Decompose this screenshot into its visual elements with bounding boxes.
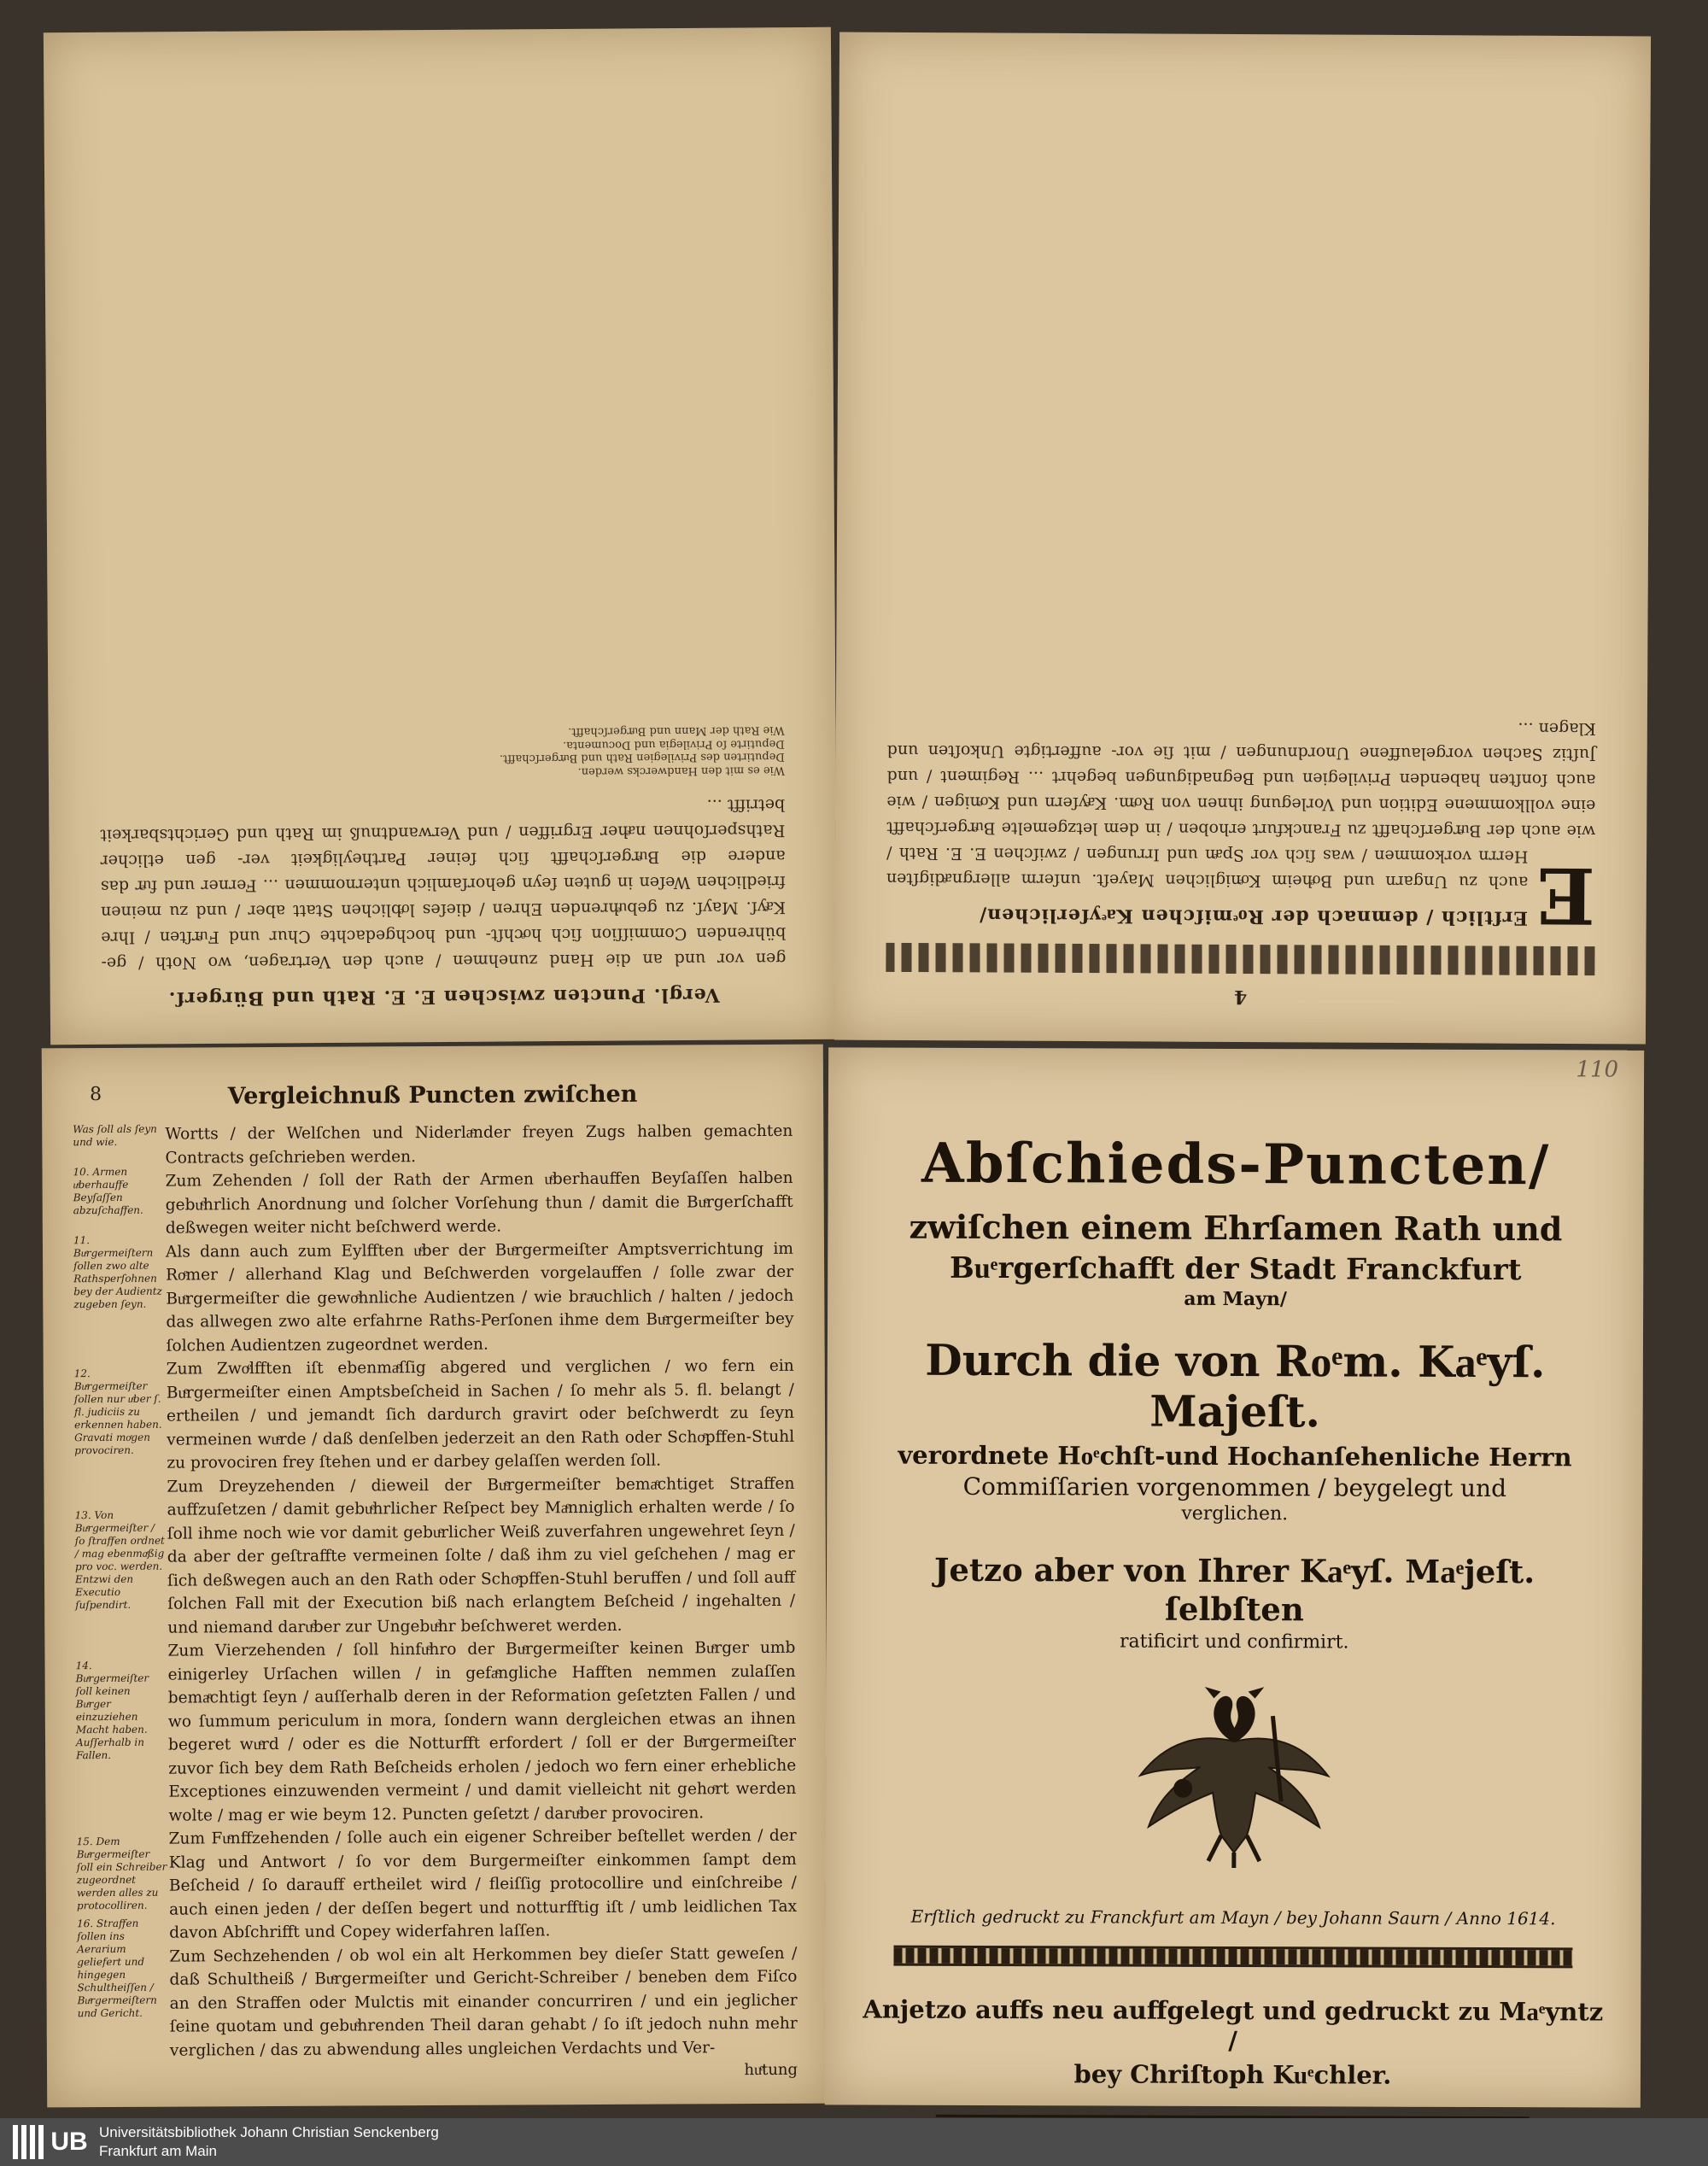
catchword: huͤtung [744,2060,798,2080]
margin-note: 14. Buͤrgermeiſter ſoll keinen Buͤrger einzuziehen Macht haben. Auſſerhalb in Fallen. [75,1660,149,1762]
paragraph: Zum Dreyzehenden / dieweil der Buͤrgermeiſter bemaͤchtiget Straffen auffzuſetzen / damit gebuͤhrlicher Reſpect bey Maͤnniglich erhalten werde / ſo ſoll ihme noch wie vor damit gebuͤrlicher Weiß zuverfahren ungewehret ſeyn / da aber der geſtraffte vermeinen ſolte / daß ihm zu viel geſchehen / mag er ſich deßwegen auch an den Rath oder Schoͤpffen-Stuhl beruffen / und ſoll auff ſolchen Fall mit der Execution biß nach erlangtem Beſcheid / ingehalten / und niemand daruͤber zur Ungebuͤhr beſchweret werden. [167,1474,796,1637]
title-line: Jetzo aber von Ihrer Kaͤyſ. Maͤjeſt. ſelbſten [933,1550,1535,1629]
margin-note: 16. Straffen ſollen ins Aerarium geliefert und hingegen Schultheiſſen / Buͤrgermeiſtern und Gericht. [77,1917,157,2020]
margin-note: Deputirten des Privilegien Rath und Buͤrgerſchafft. [499,750,785,765]
paragraph: Als dann auch zum Eylfften uͤber der Buͤrgermeiſter Amptsverrichtung im Roͤmer / allerhand Klag und Beſchwerden vorgelauffen / ſolle zwar der Buͤrgermeiſter die gewoͤhnliche Audientzen / wie braͤuchlich / halten / jedoch das allwegen zwo alte erfahrne Raths-Perſonen ihme dem Buͤrgermeiſter bey ſolchen Audientzen zugeordnet werden. [165,1239,794,1355]
page-bottom-left [42,1045,828,2108]
margin-note: 12. Buͤrgermeiſter ſollen nur uͤber ſ. fl. judiciis zu erkennen haben. Gravati moͤgen provociren. [73,1367,162,1457]
imprint-printer: bey Chriſtoph Kuͤchler. [1073,2059,1392,2090]
main-text [165,1120,798,2082]
library-location-line: Frankfurt am Main [99,2143,217,2159]
imprint-original: Erſtlich gedruckt zu Franckfurt am Mayn / bey Johann Saurn / Anno 1614. [910,1905,1556,1929]
margin-note: Deputirte ſo Privilegia und Documenta. [562,737,785,752]
title-line: Buͤrgerſchafft der Stadt Franckfurt [949,1250,1522,1288]
ornament-rule [893,1946,1572,1969]
upside-down-page [44,27,838,1045]
title-line: Commiſſarien vorgenommen / beygelegt und [962,1472,1507,1503]
imprint-reprint: Anjetzo auffs neu auffgelegt und gedruckt zu Maͤyntz / [863,1994,1604,2056]
title-line: ratificirt und confirmirt. [1119,1630,1349,1654]
title-line: verglichen. [1181,1502,1289,1525]
logo-text: UB [50,2128,88,2156]
margin-note: Wie es mit den Handwercks werden. [577,764,785,778]
paragraph: Zum Sechzehenden / ob wol ein alt Herkommen bey dieſer Statt geweſen / daß Schultheiß / Buͤrgermeiſter und Gericht-Schreiber / beneben dem Fiſco an den Straffen oder Mulctis mit einander concurriren / und ein jeglicher ſeine quotam und gebuͤhrenden Theil daran gehabt / ſo iſt jedoch nuhn mehr verglichen / das zu abwendung alles ungleichen Verdachts und Ver- [169,1944,798,2060]
title-line: Abſchieds-Puncten/ [921,1131,1551,1198]
page-body: gen vor und an die Hand zunehmen / auch den Vertragen, wo Noth / ge- bührenden Commiſſion ſich hoͤchſt- und hochgedachte Chur und Fuͤrſten / Ihre Kaͤyſ. Mayſ. zu gebuͤhrenden Ehren / dieſes loͤblichen Statt aber / und zu meinen friedlichen Weſen in guten ſeyn gehorſamlich unternommen ... Ferner und fuͤr das andere die Buͤrgerſchafft ſich ſeiner Partheyligkeit ver- gen etlicher Rathsperſohnen naͤher Ergriffen / und Verwandtnuß im Rath und Gerichtsbarkeit betrifft ... [100,795,787,973]
margin-note: 11. Buͤrgermeiſtern ſollen zwo alte Rathsperſohnen bey der Audientz zugeben ſeyn. [73,1234,162,1311]
margin-note: 13. Von Buͤrgermeiſter / ſo ſtraffen ordnet / mag ebenmaͤßig pro voc. werden. Entzwi den Executio ſuſpendirt. [74,1508,165,1612]
drop-capital: E [1535,849,1596,941]
running-head: Vergl. Puncten zwischen E. E. Rath und Bürgerſ. [167,983,720,1010]
paragraph: Wortts / der Welſchen und Niderlaͤnder freyen Zugs halben gemachten Contracts geſchrieben werden. [165,1121,793,1168]
page-number: 8 [89,1084,102,1106]
title-line: verordnete Hoͤchſt-und Hochanſehenliche Herrn [898,1440,1572,1472]
paragraph: Zum Zwoͤlfften iſt ebenmaͤſſig abgered und verglichen / wo fern ein Buͤrgermeiſter einen Amptsbeſcheid in Sachen / ſo mehr als 5. fl. belangt / ertheilen / und jemandt ſich dardurch gravirt oder beſchwerdt zu ſeyn vermeinen wuͤrde / daß denſelben jederzeit an den Rath oder Schoͤpffen-Stuhl zu provociren frey ſtehen und er darbey gelaſſen werden ſoll. [166,1356,795,1472]
library-name-line: Universitätsbibliothek Johann Christian Senckenberg [99,2124,439,2140]
library-name [99,2123,439,2161]
paragraph: Zum Vierzehenden / ſoll hinfuͤhro der Buͤrgermeiſter keinen Buͤrger umb einigerley Urſachen willen / in gefaͤngliche Hafften nemmen zulaſſen bemaͤchtigt ſeyn / auſſerhalb deren in der Reformation geſetzten Fallen / und wo ſummum periculum in mora, ſondern wann dergleichen etwas an ihnen begeret wuͤrd / oder es die Notturfft erfordert / ſoll er der Buͤrgermeiſter zuvor ſich bey dem Rath Beſcheids erholen / jedoch wo fern einer erhebliche Exceptiones einzuwenden vermeint / und damit vielleicht nit gehoͤrt werden wolte / mag er wie beym 12. Puncten geſetzt / daruͤber provociren. [167,1638,797,1825]
paragraph: Zum Zehenden / ſoll der Rath der Armen uͤberhauffen Beyſaſſen halben gebuͤhrlich Anordnung und ſolcher Vorſehung thun / damit die Buͤrgerſchafft deßwegen weiter nicht beſchwerd werde. [165,1168,793,1238]
double-headed-eagle-icon [1131,1682,1337,1870]
ornament-band [886,943,1594,975]
margin-notes [73,1123,170,2083]
title-line: zwiſchen einem Ehrſamen Rath und [909,1207,1563,1249]
running-head: Vergleichnuß Puncten zwiſchen [227,1080,638,1110]
paragraph: Zum Fuͤnffzehenden / ſolle auch ein eigener Schreiber beſtellet werden / der Klag und Antwort / ſo vor dem Burgermeiſter einkommen ſampt dem Beſcheid / ſo darauff ertheilet wird / fleiſſig protocollire und einſchreibe / auch einen jeden / der deſſen begert und notturfftig iſt / umb leidlichen Tax davon Abſchrifft und Copey widerfahren laſſen. [168,1826,798,1942]
manuscript-mark: 110 [1576,1057,1619,1083]
page-number: 4 [1232,985,1248,1009]
page-top-right [834,32,1651,1045]
section-heading: Erſtlich / demnach der Roͤmiſchen Kaͤyſerlichen/ [979,904,1529,929]
page-top-left [44,27,838,1045]
margin-note: Was ſoll als ſeyn und wie. [73,1122,157,1149]
margin-note: 15. Dem Buͤrgermeiſter ſoll ein Schreiber zugeordnet werden alles zu protocolliren. [76,1835,167,1912]
library-footer [0,2118,1708,2166]
library-logo[interactable] [7,2122,92,2163]
page-header [73,1079,793,1123]
margin-note: 10. Armen uͤberhauffe Beyſaſſen abzuſchaffen. [73,1165,143,1217]
upside-down-page [834,32,1651,1045]
page-body: auch zu Ungarn und Boͤheim Koͤniglichen Mayeſt. unſerm allergnaͤdigſten Herrn vorkommen / was ſich vor Spaͤn und Irrungen / zwiſchen E. E. Rath / wie auch der Buͤrgerſchafft zu Franckfurt erhoben / in dem letzgemelte Buͤrgerſchafft eine vollkommene Edition und Vorlegung ihnen von Roͤm. Kaͤyſern und Koͤnigen / wie auch ſonſten habenden Privilegien und Begnadigungen begehrt ... Regiment / und Juſtiz Sachen vorgelauffene Unordnungen / mit ſie vor- auffertigte Unkoſten und Klagen ... [886,718,1596,892]
title-line: Durch die von Roͤm. Kaͤyſ. Majeſt. [925,1334,1546,1437]
title-page [825,1047,1644,2107]
margin-note: Wie Rath der Mann und Buͤrgerſchafft. [568,723,785,738]
title-line: am Mayn/ [1184,1287,1287,1311]
library-emblem-icon [11,2123,45,2161]
